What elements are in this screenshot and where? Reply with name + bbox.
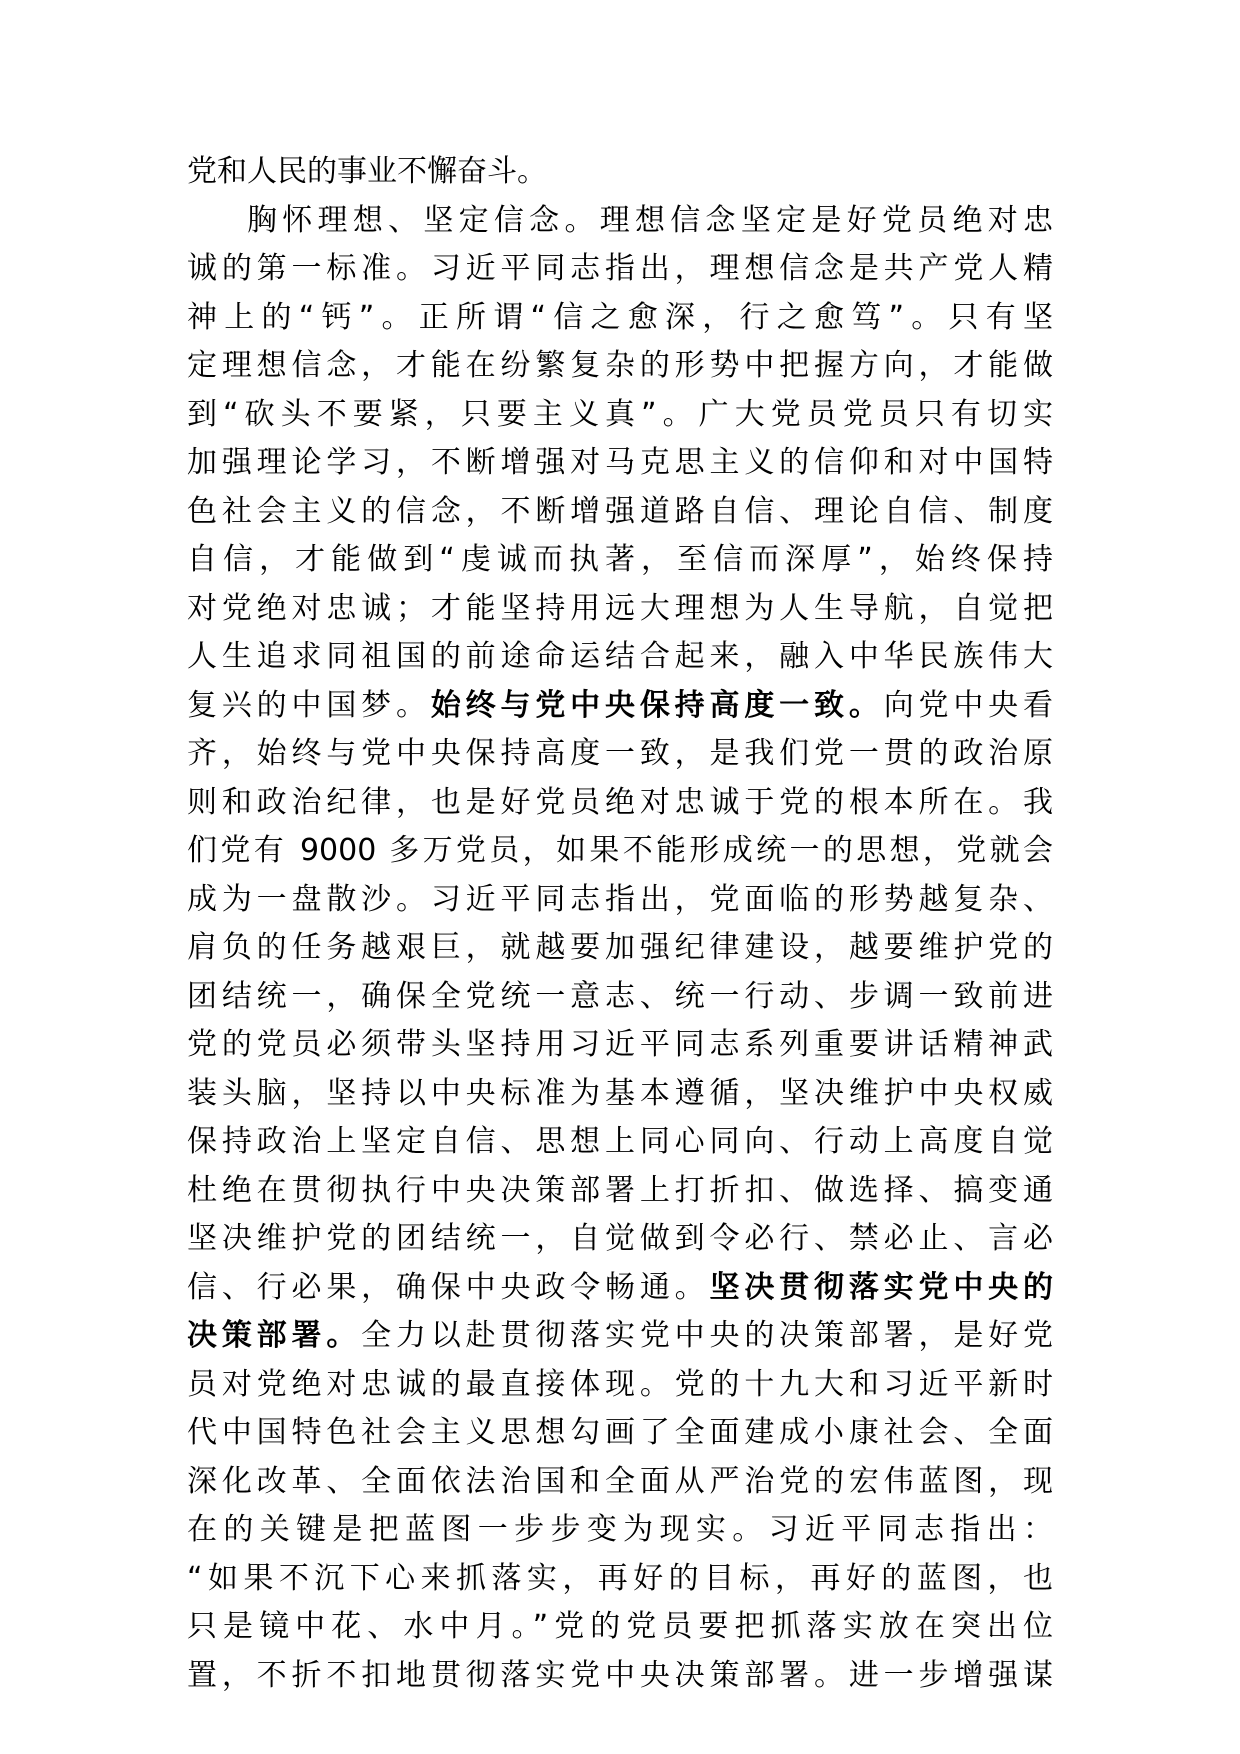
- text-line: [187, 1652, 1053, 1701]
- text-line: [187, 1409, 1053, 1458]
- text-line: [187, 1603, 1053, 1652]
- text-line: [187, 1361, 1053, 1410]
- text-segment: 党和人民的事业不懈奋斗。: [187, 154, 547, 189]
- text-segment: 全力以赴贯彻落实党中央的决策部署，是好党: [361, 1318, 1053, 1353]
- text-line: [187, 924, 1053, 973]
- text-segment: 到“砍头不要紧，只要主义真”。广大党员党员只有切实: [187, 396, 1053, 432]
- text-line: [187, 1070, 1053, 1119]
- text-line: [187, 682, 1053, 731]
- text-segment: 保持政治上坚定自信、思想上同心同向、行动上高度自觉: [187, 1124, 1053, 1159]
- text-segment: 成为一盘散沙。习近平同志指出，党面临的形势越复杂、: [187, 881, 1053, 917]
- text-line: [187, 488, 1053, 537]
- text-segment: 代中国特色社会主义思想勾画了全面建成小康社会、全面: [187, 1415, 1053, 1450]
- text-line: [187, 536, 1053, 585]
- text-segment: 肩负的任务越艰巨，就越要加强纪律建设，越要维护党的: [187, 930, 1053, 965]
- text-line: [187, 585, 1053, 634]
- text-segment: 加强理论学习，不断增强对马克思主义的信仰和对中国特: [187, 445, 1053, 480]
- text-line: [187, 1506, 1053, 1555]
- text-segment: 装头脑，坚持以中央标准为基本遵循，坚决维护中央权威: [187, 1075, 1053, 1111]
- text-segment: “如果不沉下心来抓落实，再好的目标，再好的蓝图，也: [187, 1560, 1053, 1596]
- text-segment: 们党有 9000 多万党员，如果不能形成统一的思想，党就会: [187, 833, 1053, 868]
- text-line: [187, 148, 1053, 197]
- text-segment: 诚的第一标准。习近平同志指出，理想信念是共产党人精: [187, 251, 1053, 286]
- text-segment: 色社会主义的信念，不断增强道路自信、理论自信、制度: [187, 493, 1053, 529]
- text-line: [187, 197, 1053, 246]
- text-line: [187, 730, 1053, 779]
- text-segment: 定理想信念，才能在纷繁复杂的形势中把握方向，才能做: [187, 348, 1053, 383]
- text-line: [187, 1215, 1053, 1264]
- text-segment: 对党绝对忠诚；才能坚持用远大理想为人生导航，自觉把: [187, 590, 1053, 626]
- text-line: [187, 1312, 1053, 1361]
- text-line: [187, 973, 1053, 1022]
- text-segment: 信、行必果，确保中央政令畅通。: [187, 1269, 710, 1305]
- text-line: [187, 294, 1053, 343]
- text-segment: 神上的“钙”。正所谓“信之愈深，行之愈笃”。只有坚: [187, 299, 1053, 335]
- text-segment: 党的党员必须带头坚持用习近平同志系列重要讲话精神武: [187, 1027, 1053, 1062]
- bold-text-segment: 决策部署。: [187, 1318, 362, 1353]
- text-line: [187, 779, 1053, 828]
- text-segment: 则和政治纪律，也是好党员绝对忠诚于党的根本所在。我: [187, 784, 1053, 820]
- body-text: [187, 148, 1053, 1700]
- bold-text-segment: 始终与党中央保持高度一致。: [430, 687, 884, 723]
- text-segment: 深化改革、全面依法治国和全面从严治党的宏伟蓝图，现: [187, 1463, 1053, 1499]
- text-segment: 员对党绝对忠诚的最直接体现。党的十九大和习近平新时: [187, 1366, 1053, 1402]
- text-segment: 坚决维护党的团结统一，自觉做到令必行、禁必止、言必: [187, 1221, 1053, 1256]
- text-segment: 人生追求同祖国的前途命运结合起来，融入中华民族伟大: [187, 639, 1053, 674]
- text-line: [187, 1555, 1053, 1604]
- text-line: [187, 1118, 1053, 1167]
- text-line: [187, 633, 1053, 682]
- text-segment: 团结统一，确保全党统一意志、统一行动、步调一致前进: [187, 978, 1053, 1014]
- text-segment: 齐，始终与党中央保持高度一致，是我们党一贯的政治原: [187, 736, 1053, 771]
- text-line: [187, 1264, 1053, 1313]
- text-segment: 只是镜中花、水中月。”党的党员要把抓落实放在突出位: [187, 1609, 1053, 1644]
- text-line: [187, 439, 1053, 488]
- text-line: [187, 245, 1053, 294]
- text-segment: 置，不折不扣地贯彻落实党中央决策部署。进一步增强谋: [187, 1657, 1053, 1693]
- text-line: [187, 391, 1053, 440]
- text-line: [187, 827, 1053, 876]
- text-line: [187, 1167, 1053, 1216]
- text-segment: 胸怀理想、坚定信念。理想信念坚定是好党员绝对忠: [247, 202, 1053, 238]
- bold-text-segment: 坚决贯彻落实党中央的: [709, 1269, 1053, 1305]
- text-segment: 自信，才能做到“虔诚而执著，至信而深厚”，始终保持: [187, 542, 1053, 577]
- text-line: [187, 1458, 1053, 1507]
- text-line: [187, 342, 1053, 391]
- text-segment: 在的关键是把蓝图一步步变为现实。习近平同志指出：: [187, 1512, 1053, 1547]
- text-line: [187, 876, 1053, 925]
- text-segment: 复兴的中国梦。: [187, 687, 431, 723]
- text-segment: 杜绝在贯彻执行中央决策部署上打折扣、做选择、搞变通: [187, 1172, 1053, 1208]
- text-line: [187, 1021, 1053, 1070]
- text-segment: 向党中央看: [883, 687, 1053, 723]
